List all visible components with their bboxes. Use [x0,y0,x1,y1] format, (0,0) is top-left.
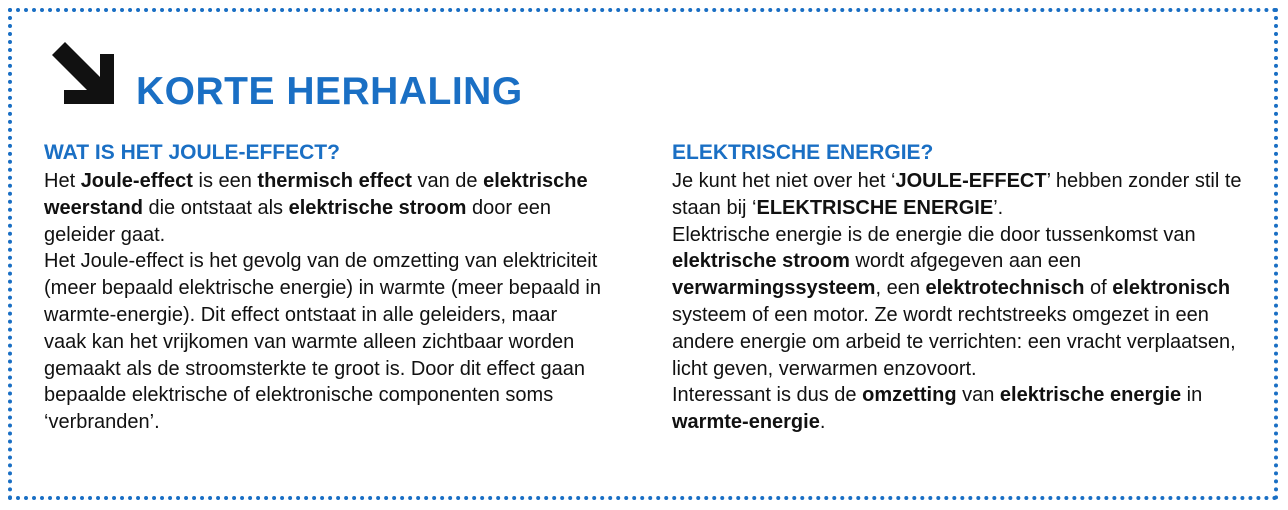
text-run: van de [411,170,484,192]
bold-text: warmte-energie [672,411,820,434]
text-run: ’ hebben zonder stil te staan bij ‘ [672,170,1242,219]
text-run: Het [44,170,81,192]
text-run: wordt afgegeven aan een [849,250,1082,273]
page-title: KORTE HERHALING [136,70,523,113]
bold-text: thermisch effect [257,170,412,192]
right-column [672,140,1252,436]
text-run: systeem of een motor. Ze wordt rechtstreeks omgezet in een andere energie om arbeid te verrichten: een vracht verplaatsen, licht geven, verwarmen enzovoort. [672,303,1236,380]
bold-text: elektrotechnisch [925,277,1085,300]
text-run: Elektrische energie is de energie die door tussenkomst van [672,223,1196,246]
right-paragraph-1 [672,168,1252,222]
text-run: of [1084,277,1113,300]
bold-text: JOULE-EFFECT [895,170,1047,192]
text-run: die ontstaat als [142,196,289,219]
left-paragraph-2: Het Joule-effect is het gevolg van de omzetting van elektriciteit (meer bepaald elektrische energie) in warmte (meer bepaald in warmte-energie). Dit effect ontstaat in alle geleiders, maar vaak kan het vrijkomen van warmte alleen zichtbaar worden gemaakt als de stroomsterkte te groot is. Door dit effect gaan bepaalde elektrische of elektronische componenten soms ‘verbranden’. [44,250,601,434]
text-run: is een [192,170,258,192]
arrow-down-right-icon [50,40,116,106]
right-heading: ELEKTRISCHE ENERGIE? [672,141,934,164]
right-paragraph-2 [672,222,1252,383]
bold-text: elektronisch [1112,277,1231,300]
bold-text: omzetting [862,384,957,407]
bold-text: elektrische energie [999,384,1182,407]
text-run: , een [875,277,926,300]
text-run: in [1181,384,1203,407]
bold-text: elektrische stroom [288,196,467,219]
bold-text: Joule-effect [80,170,193,192]
text-run: van [956,384,1000,407]
text-run: Interessant is dus de [672,384,863,407]
bold-text: verwarmingssysteem [672,277,876,300]
text-run: ’. [993,196,1004,219]
bold-text: elektrische stroom [672,250,850,273]
text-run: Je kunt het niet over het ‘ [672,170,896,192]
bold-text: elektrische weerstand [44,170,588,219]
left-column [44,140,604,436]
text-run: door een geleider gaat. [44,196,551,246]
bold-text: ELEKTRISCHE ENERGIE [756,196,994,219]
text-run: . [819,411,826,434]
left-heading: WAT IS HET JOULE-EFFECT? [44,141,340,164]
left-paragraph-1 [44,168,604,248]
right-paragraph-3 [672,382,1252,436]
